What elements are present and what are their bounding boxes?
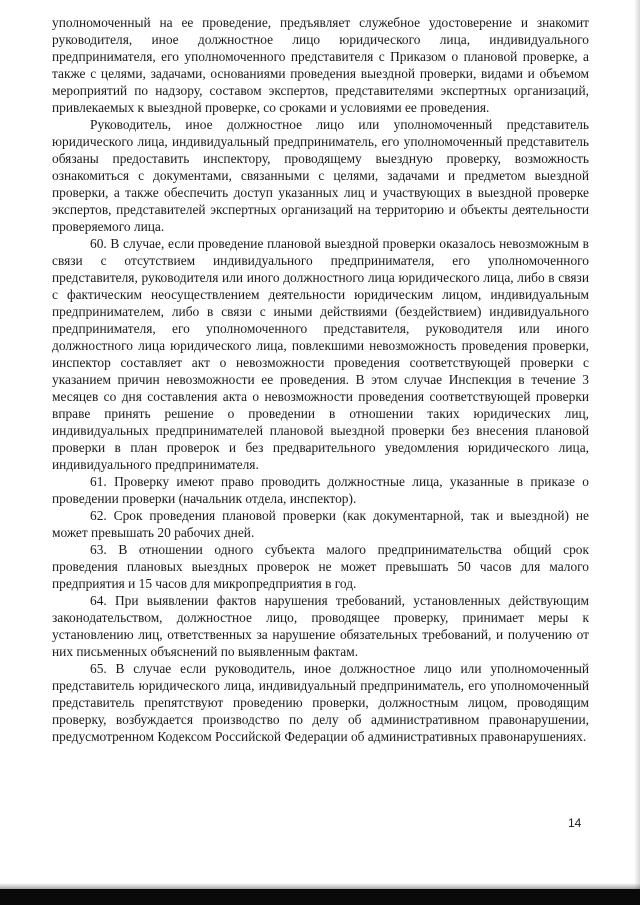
- paragraph-64: 64. При выявлении фактов нарушения требований, установленных действующим законодательством, должностное лицо, проводящее проверку, принимает меры к установлению лиц, ответственных за нарушение обязательных требований, и получению от них письменных объяснений по выявленным фактам.: [52, 593, 589, 659]
- paragraph-60: 60. В случае, если проведение плановой выездной проверки оказалось невозможным в связи с отсутствием индивидуального предпринимателя, его уполномоченного представителя, руководителя или иного должностного лица юридического лица, либо в связи с фактическим неосуществлением деятельности юридическим лицом, индивидуальным предпринимателем, либо в связи с иными действиями (бездействием) индивидуального предпринимателя, его уполномоченного представителя, руководителя или иного должностного лица юридического лица, повлекшими невозможность проведения проверки, инспектор составляет акт о невозможности проведения соответствующей проверки с указанием причин невозможности ее проведения. В этом случае Инспекция в течение 3 месяцев со дня составления акта о невозможности проведения соответствующей проверки вправе принять решение о проведении в отношении таких юридических лиц, индивидуальных предпринимателей плановой выездной проверки без внесения плановой проверки в план проверок и без предварительного уведомления юридического лица, индивидуального предпринимателя.: [52, 236, 589, 472]
- scan-edge-right: [634, 0, 640, 905]
- page-number: 14: [568, 816, 582, 830]
- paragraph-supervisor-obligations: Руководитель, иное должностное лицо или уполномоченный представитель юридического лица, индивидуальный предприниматель, его уполномоченный представитель обязаны предоставить инспектору, проводящему выездную проверку, возможность ознакомиться с документами, связанными с целями, задачами и предметом выездной проверки, а также обеспечить доступ указанных лиц и участвующих в выездной проверке экспертов, представителей экспертных организаций на территорию и объекты деятельности проверяемого лица.: [52, 117, 589, 234]
- scan-edge-bottom: [0, 889, 640, 905]
- paragraph-62: 62. Срок проведения плановой проверки (как документарной, так и выездной) не может превышать 20 рабочих дней.: [52, 508, 589, 540]
- paragraph-63: 63. В отношении одного субъекта малого предпринимательства общий срок проведения плановых выездных проверок не может превышать 50 часов для малого предприятия и 15 часов для микропредприятия в год.: [52, 542, 589, 591]
- body-text: [52, 14, 589, 745]
- paragraph-65: 65. В случае если руководитель, иное должностное лицо или уполномоченный представитель юридического лица, индивидуальный предприниматель, его уполномоченный представитель препятствуют проведению проверки, должностным лицом, проводящим проверку, возбуждается производство по делу об административном правонарушении, предусмотренном Кодексом Российской Федерации об административных правонарушениях.: [52, 661, 589, 744]
- paragraph-61: 61. Проверку имеют право проводить должностные лица, указанные в приказе о проведении проверки (начальник отдела, инспектор).: [52, 474, 589, 506]
- paragraph-continuation: уполномоченный на ее проведение, предъявляет служебное удостоверение и знакомит руководителя, иное должностное лицо юридического лица, индивидуального предпринимателя, его уполномоченного представителя с Приказом о плановой проверке, а также с целями, задачами, основаниями проведения выездной проверки, видами и объемом мероприятий по надзору, составом экспертов, представителями экспертных организаций, привлекаемых к выездной проверке, со сроками и условиями ее проведения.: [52, 15, 589, 115]
